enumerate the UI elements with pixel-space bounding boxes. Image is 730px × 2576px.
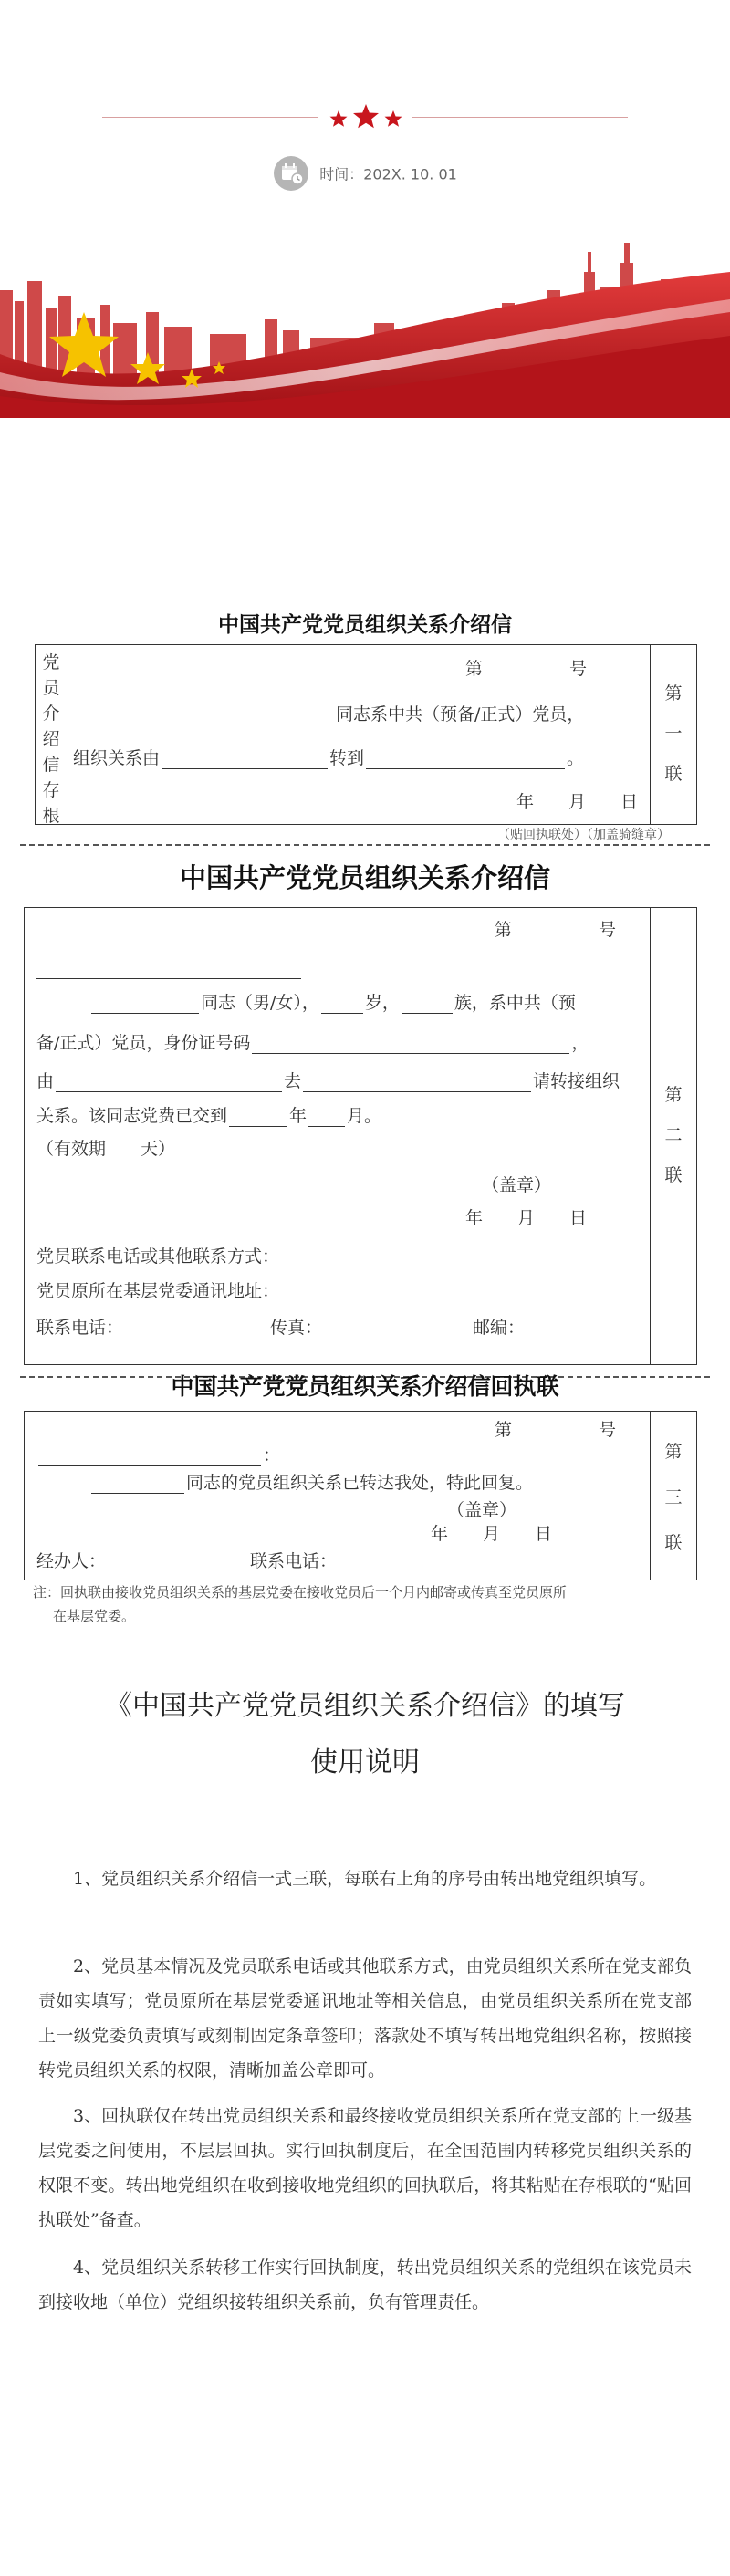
stub-side-label: 党 员 介 绍 信 存 根 [42,652,60,826]
stub-title: 中国共产党党员组织关系介绍信 [218,612,512,637]
letter-line-4: 关系。该同志党费已交到 年 月。 [36,1106,382,1126]
header-divider-left [102,117,318,118]
name-blank[interactable] [91,995,199,1014]
letter-validity: （有效期 天） [36,1139,176,1159]
letter-date-line: 年 月 日 [465,1208,588,1228]
to-org-blank[interactable] [303,1073,531,1092]
age-blank[interactable] [321,995,363,1014]
receipt-line-1: ： [36,1442,280,1466]
receipt-line-2: 同志的党员组织关系已转达我处，特此回复。 [89,1469,533,1494]
letter-line-1: 同志（男/女）， 岁， 族，系中共（预 [89,989,576,1014]
instruction-1: 1、党员组织关系介绍信一式三联，每联右上角的序号由转出地党组织填写。 [73,1869,657,1889]
receipt-number-line: 第 号 [495,1420,617,1440]
stub-number-line: 第 号 [465,659,588,679]
letter-line-3: 由 去 请转接组织 [36,1071,620,1091]
letter-line-2: 备/正式）党员，身份证号码 ， [36,1033,589,1053]
letter-fax: 传真： [270,1318,323,1338]
letter-title: 中国共产党党员组织关系介绍信 [179,862,550,893]
letter-number-line: 第 号 [495,920,617,940]
dues-year-blank[interactable] [229,1108,287,1127]
letter-address: 党员原所在基层党委通讯地址： [36,1281,280,1301]
stub-right-label: 第 一 联 [664,683,683,784]
calendar-clock-icon [273,155,309,192]
receipt-right-divider [650,1411,651,1580]
header-divider-right [412,117,628,118]
instructions-title: 《中国共产党党员组织关系介绍信》的填写 使用说明 [105,1690,625,1778]
stub-line-2: 组织关系由 转到 。 [73,748,585,768]
addressee-blank[interactable] [38,1447,261,1466]
star-icon [385,110,402,127]
letter-phone: 联系电话： [36,1318,124,1338]
dues-month-blank[interactable] [308,1108,345,1127]
receipt-title: 中国共产党党员组织关系介绍信回执联 [171,1373,559,1400]
stub-footer: （贴回执联处）（加盖骑缝章） [497,828,670,842]
receipt-right-label: 第 三 联 [664,1442,683,1553]
letter-postcode: 邮编： [473,1318,526,1338]
name-blank[interactable] [115,706,334,725]
from-org-blank[interactable] [162,750,328,769]
instruction-4: 4、党员组织关系转移工作实行回执制度，转出党员组织关系的党组织在该党员未到接收地（单位）党组织接转组织关系前，负有管理责任。 [38,2258,692,2312]
letter-contact: 党员联系电话或其他联系方式： [36,1246,280,1267]
date-row [0,155,730,192]
letter-right-label: 第 二 联 [664,1085,683,1185]
perforation-line-1 [20,844,710,846]
receipt-handler: 经办人： [36,1551,107,1571]
header-stars [324,102,408,133]
receipt-seal: （盖章） [447,1500,517,1520]
stub-line-1: 同志系中共（预备/正式）党员， [113,701,584,725]
stub-right-divider [650,644,651,825]
date-label: 时间：202X. 10. 01 [319,165,457,183]
letter-seal: （盖章） [482,1175,552,1195]
instruction-3: 3、回执联仅在转出党员组织关系和最终接收党员组织关系所在党支部的上一级基层党委之间使用，不层层回执。实行回执制度后，在全国范围内转移党员组织关系的权限不变。转出地党组织在收到接收地党组织的回执联后，将其粘贴在存根联的“贴回执联处”备查。 [38,2106,692,2230]
receipt-phone: 联系电话： [250,1551,338,1571]
letter-right-divider [650,907,651,1365]
from-org-blank[interactable] [56,1073,282,1092]
id-number-blank[interactable] [252,1035,569,1054]
letter-addressee-blank[interactable] [36,978,301,979]
skyline-banner [0,235,730,418]
star-icon [353,104,379,128]
receipt-date-line: 年 月 日 [431,1524,553,1544]
name-blank[interactable] [91,1475,184,1494]
to-org-blank[interactable] [366,750,565,769]
instruction-2: 2、党员基本情况及党员联系电话或其他联系方式，由党员组织关系所在党支部负责如实填写；党员原所在基层党委通讯地址等相关信息，由党员组织关系所在党支部上一级党委负责填写或刻制固定条章签印；落款处不填写转出地党组织名称，按照接转党员组织关系的权限，清晰加盖公章即可。 [38,1956,692,2081]
receipt-note: 注：回执联由接收党员组织关系的基层党委在接收党员后一个月内邮寄或传真至党员原所 在基层党委。 [33,1584,568,1624]
stub-date-line: 年 月 日 [516,792,639,812]
star-icon [330,110,348,127]
ethnicity-blank[interactable] [402,995,453,1014]
